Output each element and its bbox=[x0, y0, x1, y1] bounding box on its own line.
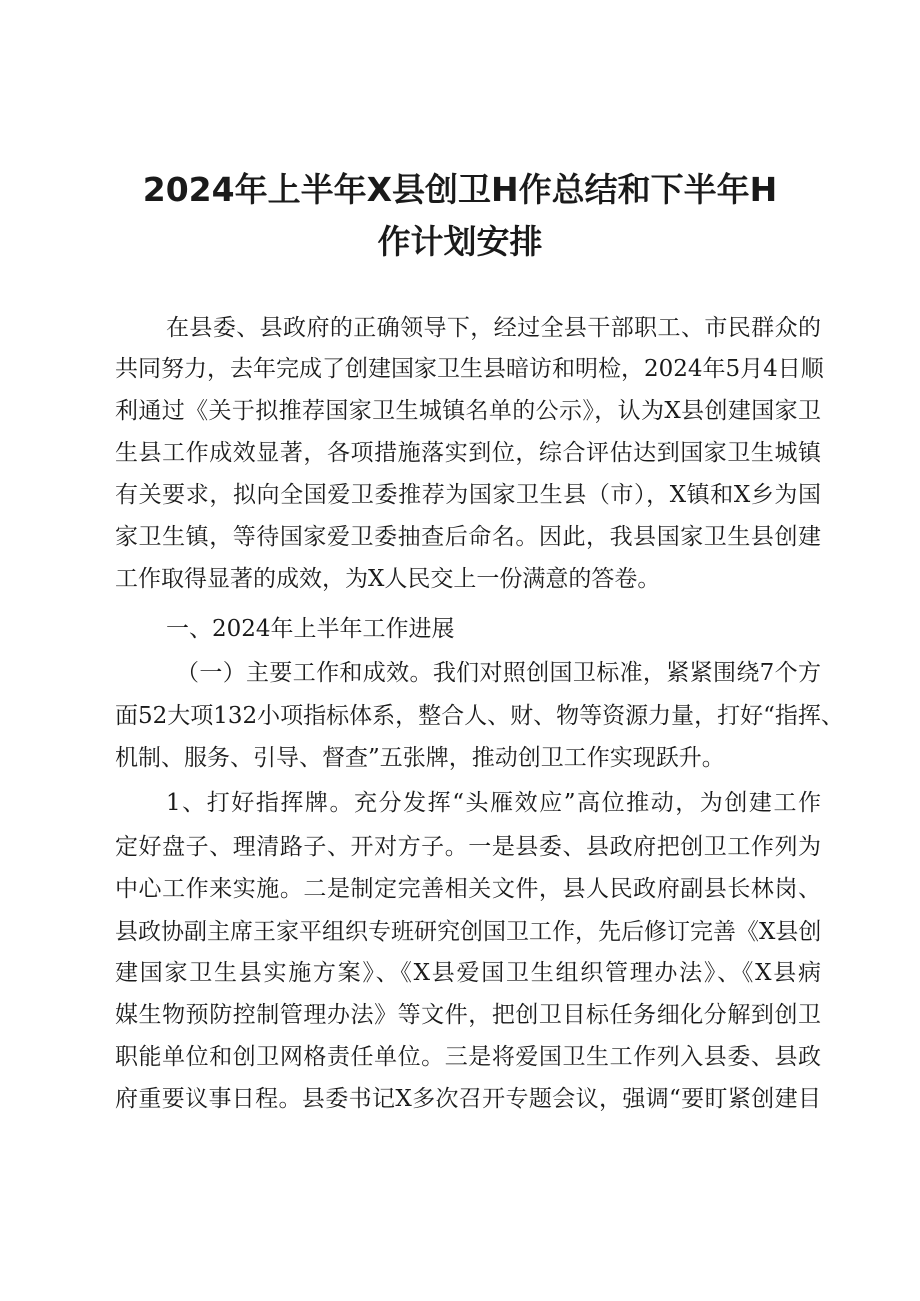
item-1-line: 建国家卫生县实施方案》、《X县爱国卫生组织管理办法》、《X县病 bbox=[115, 960, 821, 986]
item-1-line: 媒生物预防控制管理办法》等文件，把创卫目标任务细化分解到创卫 bbox=[115, 1002, 821, 1028]
item-1-line: 定好盘子、理清路子、开对方子。一是县委、县政府把创卫工作列为 bbox=[115, 834, 821, 860]
document-title-line-1: 2024年上半年X县创卫H作总结和下半年H bbox=[142, 170, 778, 209]
intro-paragraph-line: 在县委、县政府的正确领导下，经过全县干部职工、市民群众的 bbox=[166, 315, 821, 341]
item-1-line: 中心工作来实施。二是制定完善相关文件，县人民政府副县长林岗、 bbox=[115, 876, 821, 902]
item-1-line: 府重要议事日程。县委书记X多次召开专题会议，强调“要盯紧创建目 bbox=[115, 1086, 821, 1112]
intro-paragraph-line: 生县工作成效显著，各项措施落实到位，综合评估达到国家卫生城镇 bbox=[115, 440, 821, 466]
sub-section-line: （一）主要工作和成效。我们对照创国卫标准，紧紧围绕7个方 bbox=[176, 660, 821, 686]
item-1-line: 1、打好指挥牌。充分发挥“头雁效应”高位推动，为创建工作 bbox=[166, 790, 821, 816]
document-title-line-2: 作计划安排 bbox=[377, 222, 543, 261]
sub-section-line: 机制、服务、引导、督查”五张牌，推动创卫工作实现跃升。 bbox=[115, 745, 725, 771]
section-heading: 一、2024年上半年工作进展 bbox=[166, 616, 455, 642]
item-1-line: 县政协副主席王家平组织专班研究创国卫工作，先后修订完善《X县创 bbox=[115, 919, 822, 945]
intro-paragraph-line: 有关要求，拟向全国爱卫委推荐为国家卫生县（市），X镇和X乡为国 bbox=[115, 482, 821, 508]
intro-paragraph-line: 工作取得显著的成效，为X人民交上一份满意的答卷。 bbox=[115, 566, 661, 592]
intro-paragraph-line: 利通过《关于拟推荐国家卫生城镇名单的公示》，认为X县创建国家卫 bbox=[115, 398, 821, 424]
intro-paragraph-line: 家卫生镇，等待国家爱卫委抽查后命名。因此，我县国家卫生县创建 bbox=[115, 524, 821, 550]
item-1-line: 职能单位和创卫网格责任单位。三是将爱国卫生工作列入县委、县政 bbox=[115, 1044, 821, 1070]
intro-paragraph-line: 共同努力，去年完成了创建国家卫生县暗访和明检，2024年5月4日顺 bbox=[115, 356, 824, 382]
sub-section-line: 面52大项132小项指标体系，整合人、财、物等资源力量，打好“指挥、 bbox=[115, 703, 844, 729]
